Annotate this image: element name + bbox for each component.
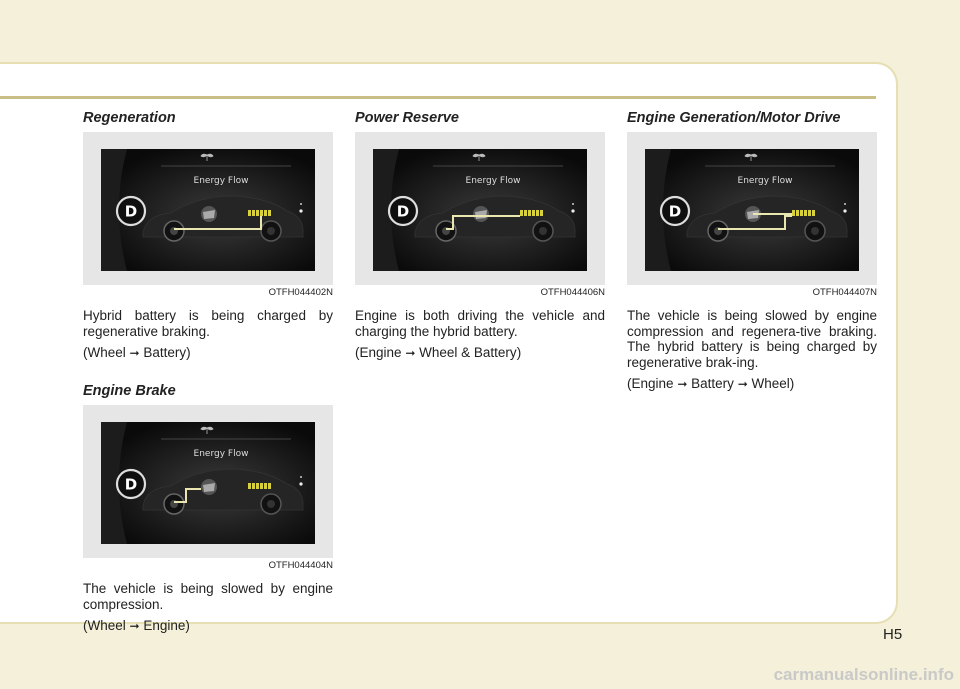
section-title-engine-generation: Engine Generation/Motor Drive: [627, 110, 841, 126]
screen-title: Energy Flow: [193, 176, 249, 186]
energy-flow-screen: [645, 149, 859, 271]
engine-brake-description: The vehicle is being slowed by engine compression.: [83, 581, 333, 612]
regeneration-description: Hybrid battery is being charged by regenerative braking.: [83, 308, 333, 339]
image-code: OTFH044402N: [268, 287, 333, 298]
arrow-right-icon: ➞: [677, 377, 688, 391]
arrow-right-icon: ➞: [129, 346, 140, 360]
power-reserve-figure: [355, 132, 605, 285]
arrow-right-icon: ➞: [405, 346, 416, 360]
regeneration-figure: [83, 132, 333, 285]
page-number: H5: [883, 626, 903, 643]
gear-indicator: D: [124, 475, 138, 494]
energy-flow-screen: [101, 422, 315, 544]
screen-title: Energy Flow: [737, 176, 793, 186]
regeneration-flow: (Wheel ➞ Battery): [83, 345, 191, 360]
engine-generation-figure: [627, 132, 877, 285]
column-right: [627, 108, 877, 392]
section-title-power-reserve: Power Reserve: [355, 110, 459, 126]
screen-title: Energy Flow: [193, 449, 249, 459]
image-code: OTFH044407N: [812, 287, 877, 298]
arrow-right-icon: ➞: [129, 619, 140, 633]
energy-flow-screen: [373, 149, 587, 271]
engine-generation-flow: (Engine ➞ Battery ➞ Wheel): [627, 376, 795, 391]
power-reserve-description: Engine is both driving the vehicle and charging the hybrid battery.: [355, 308, 605, 339]
image-code: OTFH044406N: [540, 287, 605, 298]
power-reserve-flow: (Engine ➞ Wheel & Battery): [355, 345, 522, 360]
watermark: carmanualsonline.info: [773, 665, 954, 684]
section-title-engine-brake: Engine Brake: [83, 383, 176, 399]
arrow-right-icon: ➞: [737, 377, 748, 391]
header-rule: [0, 96, 876, 99]
screen-title: Energy Flow: [465, 176, 521, 186]
column-middle: [355, 108, 605, 361]
energy-flow-screen: [101, 149, 315, 271]
engine-brake-figure: [83, 405, 333, 558]
gear-indicator: D: [396, 202, 410, 221]
engine-brake-flow: (Wheel ➞ Engine): [83, 618, 190, 633]
image-code: OTFH044404N: [268, 560, 333, 571]
gear-indicator: D: [124, 202, 138, 221]
engine-generation-description: The vehicle is being slowed by engine compression and regenera-tive braking. The hybrid battery is being charged by regenerative brak-ing.: [627, 308, 877, 370]
gear-indicator: D: [668, 202, 682, 221]
column-left: [83, 108, 333, 634]
section-title-regeneration: Regeneration: [83, 110, 176, 126]
